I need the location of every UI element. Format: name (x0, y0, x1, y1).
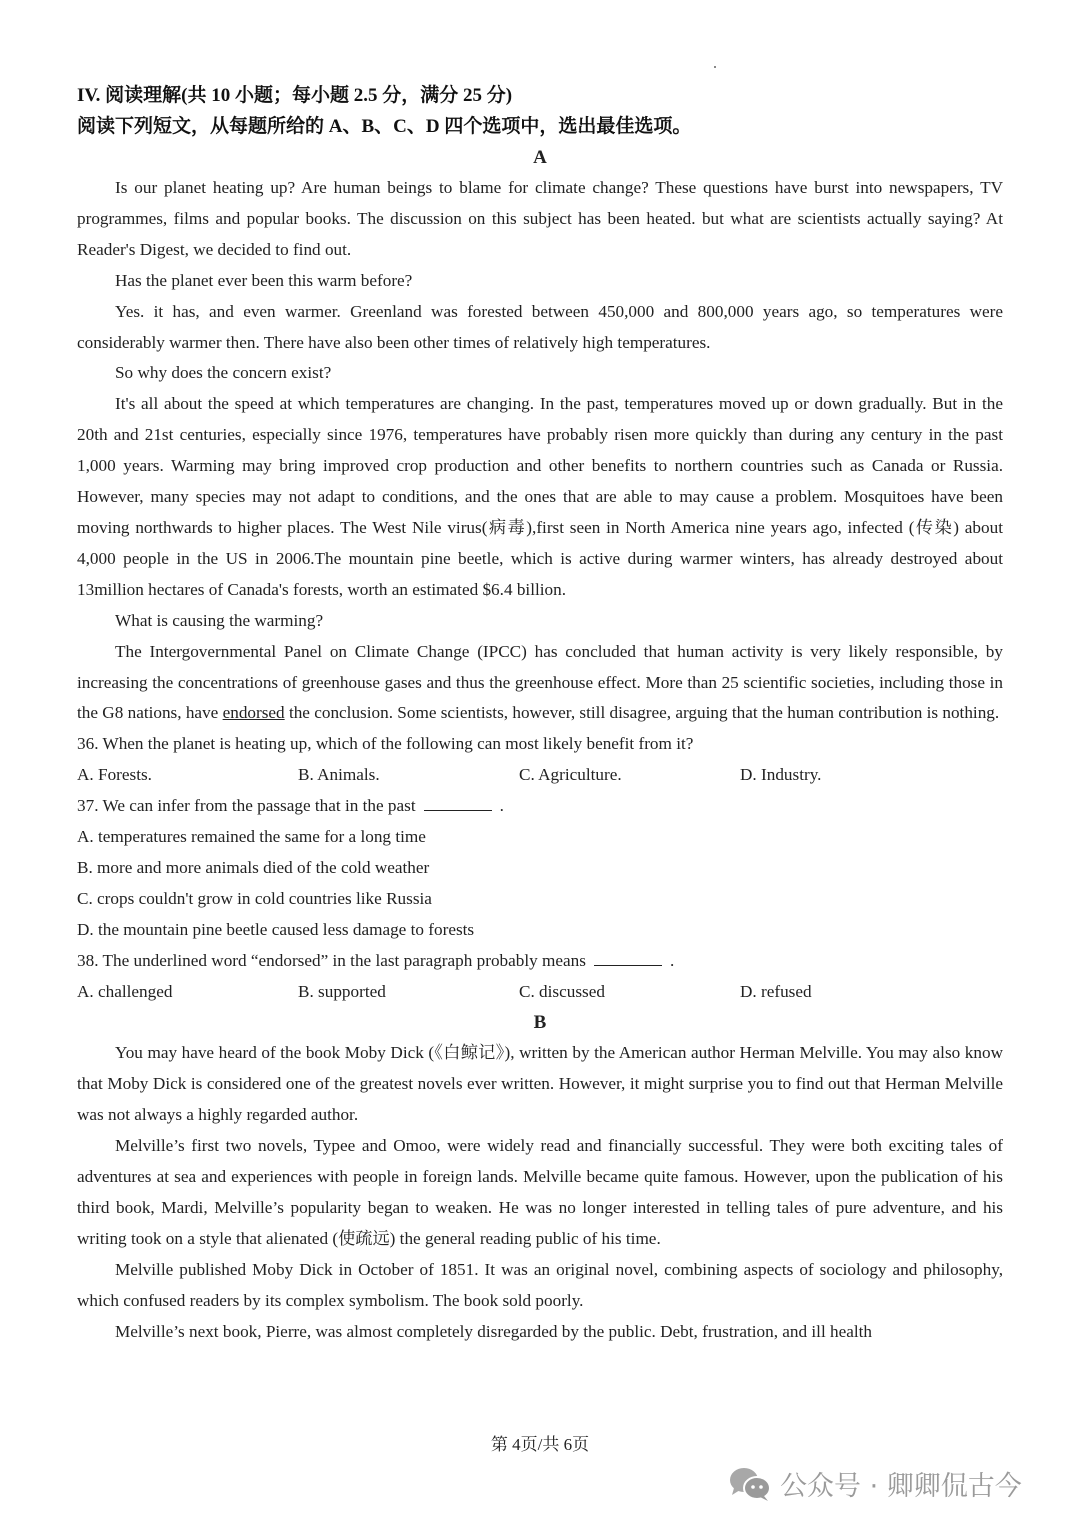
passage-b-label: B (533, 1012, 547, 1034)
scan-speck (714, 66, 716, 68)
question-36: 36. When the planet is heating up, which of the following can most likely benefit from it? (77, 734, 694, 754)
question-38-options (77, 977, 1003, 1008)
option-a: A. Forests. (77, 765, 152, 785)
option-a: A. challenged (77, 981, 173, 1001)
paragraph: Is our planet heating up? Are human beings to blame for climate change? These questions have burst into newspapers, TV programmes, films and popular books. The discussion on this subject has been heated. but what are scientists actually saying? At Reader's Digest, we decided to find out. (77, 178, 1003, 259)
question-37 (77, 791, 1003, 822)
answer-blank (424, 796, 492, 811)
watermark-text: 公众号 · 卿卿侃古今 (780, 1471, 1022, 1502)
option-c: C. discussed (519, 981, 605, 1001)
option-d: D. the mountain pine beetle caused less damage to forests (77, 919, 475, 939)
option-b: B. supported (298, 981, 386, 1001)
stem-tail: . (669, 950, 675, 970)
stem: 38. The underlined word “endorsed” in the last paragraph probably means (77, 950, 586, 970)
page-number: 第 4页/共 6页 (490, 1435, 590, 1454)
option-b: B. Animals. (298, 765, 380, 785)
option-d: D. refused (740, 981, 812, 1001)
exam-page (77, 80, 1003, 1348)
paragraph (77, 637, 1003, 730)
question-38 (77, 946, 1003, 977)
option-d: D. Industry. (740, 765, 822, 785)
stem: 37. We can infer from the passage that in the past (77, 796, 416, 816)
passage-a-label: A (533, 147, 547, 168)
subheading: So why does the concern exist? (115, 363, 332, 383)
underlined-word: endorsed (222, 703, 285, 723)
option-c: C. Agriculture. (519, 765, 622, 785)
paragraph: It's all about the speed at which temperatures are changing. In the past, temperatures moved up or down gradually. But in the 20th and 21st centuries, especially since 1976, temperatures have probably risen more quickly than during any century in the past 1,000 years. Warming may bring improved crop production and other benefits to northern countries such as Canada or Russia. However, many species may not adapt to conditions, and the ones that are able to may cause a problem. Mosquitoes have been moving northwards to higher places. The West Nile virus(病毒),first seen in North America nine years ago, infected (传染) about 4,000 people in the US in 2006.The mountain pine beetle, which is active during warmer winters, has already destroyed about 13million hectares of Canada's forests, worth an estimated $6.4 billion. (77, 394, 1003, 599)
paragraph: Melville’s first two novels, Typee and Omoo, were widely read and financially successful. They were both exciting tales of adventures at sea and experiences with people in foreign lands. Melville became quite famous. However, upon the publication of his third book, Mardi, Melville’s popularity began to weaken. He was no longer interested in telling tales of pure adventure, and his writing took on a style that alienated (使疏远) the general reading public of his time. (77, 1136, 1003, 1248)
section-title: IV. 阅读理解(共 10 小题；每小题 2.5 分，满分 25 分) (77, 85, 513, 106)
paragraph: Yes. it has, and even warmer. Greenland was forested between 450,000 and 800,000 years ago, so temperatures were considerably warmer then. There have also been other times of relatively high temperatures. (77, 301, 1003, 352)
paragraph: You may have heard of the book Moby Dick (《白鲸记》), written by the American author Herman Melville. You may also know that Moby Dick is considered one of the greatest novels ever written. However, it might surprise you to find out that Herman Melville was not always a highly regarded author. (77, 1043, 1003, 1125)
text: The Intergovernmental Panel on Climate Change (IPCC) has concluded that human activity is very likely responsible, by increasing the concentrations of greenhouse gases and thus the greenhouse effect. More than 25 scientific societies, including those in the G8 nations, have (77, 641, 1003, 723)
subheading: What is causing the warming? (115, 610, 324, 630)
option-c: C. crops couldn't grow in cold countries like Russia (77, 888, 432, 908)
answer-blank (594, 951, 662, 966)
subheading: Has the planet ever been this warm before? (115, 270, 413, 290)
paragraph: Melville published Moby Dick in October of 1851. It was an original novel, combining aspects of sociology and philosophy, which confused readers by its complex symbolism. The book sold poorly. (77, 1259, 1003, 1310)
wechat-icon (728, 1466, 772, 1502)
option-b: B. more and more animals died of the cold weather (77, 857, 430, 877)
paragraph: Melville’s next book, Pierre, was almost completely disregarded by the public. Debt, frustration, and ill health (115, 1321, 873, 1341)
stem-tail: . (499, 796, 504, 816)
question-36-options (77, 760, 1003, 791)
watermark (728, 1464, 1022, 1503)
option-a: A. temperatures remained the same for a long time (77, 827, 426, 847)
text: the conclusion. Some scientists, however, still disagree, arguing that the human contribution is nothing. (284, 703, 1000, 723)
section-instruction: 阅读下列短文，从每题所给的 A、B、C、D 四个选项中，选出最佳选项。 (77, 116, 692, 137)
